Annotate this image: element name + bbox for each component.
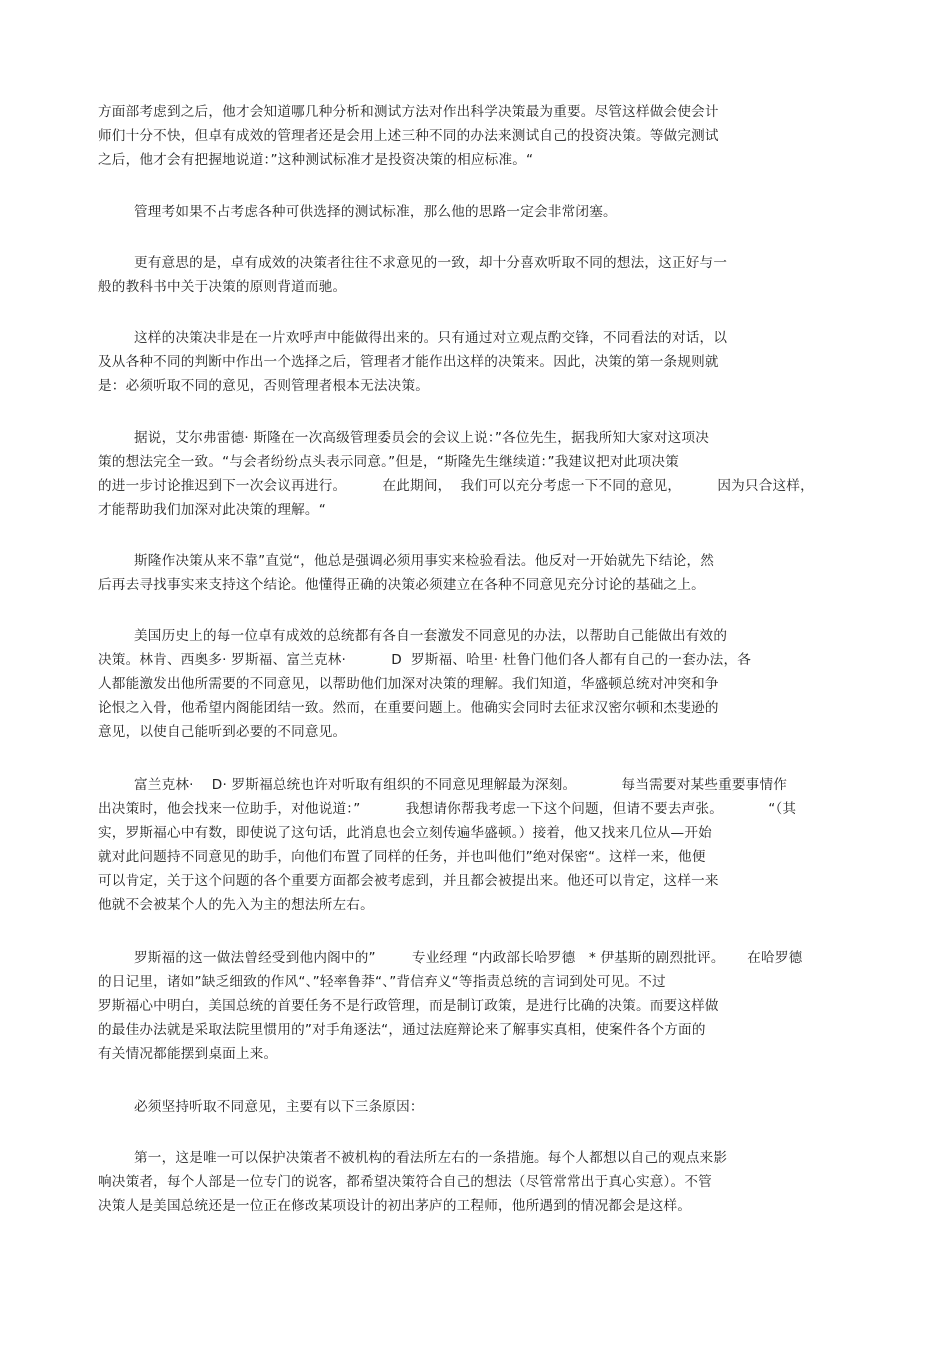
text-line: 才能帮助我们加深对此决策的理解。“ [98, 502, 326, 518]
text-line: 第一，这是唯一可以保护决策者不被机构的看法所左右的一条措施。每个人都想以自己的观点来影 [134, 1150, 728, 1166]
text-line: 管理考如果不占考虑各种可供选择的测试标准，那么他的思路一定会非常闭塞。 [134, 204, 617, 220]
text-line: 出决策时，他会找来一位助手，对他说道：” 我想请你帮我考虑一下这个问题，但请不要去声张。 “（其 [98, 801, 797, 817]
text-line: 之后，他才会有把握地说道：”这种测试标准才是投资决策的相应标准。“ [98, 152, 534, 168]
text-line: 富兰克林· D· 罗斯福总统也许对听取有组织的不同意见理解最为深刻。 每当需要对某些重要事情作 [134, 777, 788, 793]
text-line: 的日记里，诸如”缺乏细致的作风“、”轻率鲁莽“、”背信弃义“等指责总统的言词到处可见。不过 [98, 974, 666, 990]
text-line: 决策人是美国总统还是一位正在修改某项设计的初出茅庐的工程师，他所遇到的情况都会是这样。 [98, 1198, 692, 1214]
text-line: 这样的决策决非是在一片欢呼声中能做得出来的。只有通过对立观点酌交锋，不同看法的对话，以 [134, 330, 728, 346]
text-line: 罗斯福心中明白，美国总统的首要任务不是行政管理，而是制订政策，是进行比确的决策。而要这样做 [98, 998, 719, 1014]
text-line: 更有意思的是，卓有成效的决策者往往不求意见的一致，却十分喜欢听取不同的想法，这正好与一 [134, 255, 728, 271]
text-line: 必须坚持听取不同意见，主要有以下三条原因： [134, 1099, 424, 1115]
text-line: 罗斯福的这一做法曾经受到他内阁中的” 专业经理 “内政部长哈罗德 * 伊基斯的剧烈批评。 在哈罗德 [134, 950, 803, 966]
text-line: 及从各种不同的判断中作出一个选择之后，管理者才能作出这样的决策来。因此，决策的第一条规则就 [98, 354, 719, 370]
text-line: 可以肯定，关于这个问题的各个重要方面都会被考虑到，并且都会被提出来。他还可以肯定，这样一来 [98, 873, 719, 889]
text-line: 策的想法完全一致。“与会者纷纷点头表示同意。”但是，“斯隆先生继续道：”我建议把对此项决策 [98, 454, 679, 470]
text-line: 人都能激发出他所需要的不同意见，以帮助他们加深对决策的理解。我们知道，华盛顿总统对冲突和争 [98, 676, 719, 692]
text-line: 是：必须听取不同的意见，否则管理者根本无法决策。 [98, 378, 430, 394]
text-line: 实，罗斯福心中有数，即使说了这句话，此消息也会立刻传遍华盛顿。）接着，他又找来几位从—开始 [98, 825, 712, 841]
text-line: 的最佳办法就是采取法院里惯用的”对手角逐法“，通过法庭辩论来了解事实真相，使案件各个方面的 [98, 1022, 706, 1038]
text-line: 方面部考虑到之后，他才会知道哪几种分析和测试方法对作出科学决策最为重要。尽管这样做会使会计 [98, 104, 719, 120]
text-line: 据说，艾尔弗雷德· 斯隆在一次高级管理委员会的会议上说：”各位先生，据我所知大家对这项决 [134, 430, 710, 446]
text-line: 后再去寻找事实来支持这个结论。他懂得正确的决策必须建立在各种不同意见充分讨论的基础之上。 [98, 577, 705, 593]
text-line: 决策。林肯、西奥多· 罗斯福、富兰克林· D 罗斯福、哈里· 杜鲁门他们各人都有自己的一套办法，各 [98, 652, 752, 668]
text-line: 的进一步讨论推迟到下一次会议再进行。 在此期间， 我们可以充分考虑一下不同的意见， 因为只合这样， [98, 478, 814, 494]
text-line: 般的教科书中关于决策的原则背道而驰。 [98, 279, 347, 295]
text-line: 就对此问题持不同意见的助手，向他们布置了同样的任务，并也叫他们”绝对保密“。这样一来，他便 [98, 849, 706, 865]
text-line: 美国历史上的每一位卓有成效的总统都有各自一套激发不同意见的办法，以帮助自己能做出有效的 [134, 628, 728, 644]
text-line: 论恨之入骨，他希望内阁能团结一致。然而，在重要问题上。他确实会同时去征求汉密尔顿和杰斐逊的 [98, 700, 719, 716]
text-line: 响决策者，每个人部是一位专门的说客，都希望决策符合自己的想法（尽管常常出于真心实意）。不管 [98, 1174, 712, 1190]
text-line: 意见，以使自己能听到必要的不同意见。 [98, 724, 347, 740]
text-line: 斯隆作决策从来不靠”直觉“，他总是强调必须用事实来检验看法。他反对一开始就先下结论，然 [134, 553, 715, 569]
text-line: 他就不会被某个人的先入为主的想法所左右。 [98, 897, 374, 913]
text-line: 有关情况都能摆到桌面上来。 [98, 1046, 278, 1062]
text-line: 师们十分不快，但卓有成效的管理者还是会用上述三种不同的办法来测试自己的投资决策。等做完测试 [98, 128, 719, 144]
